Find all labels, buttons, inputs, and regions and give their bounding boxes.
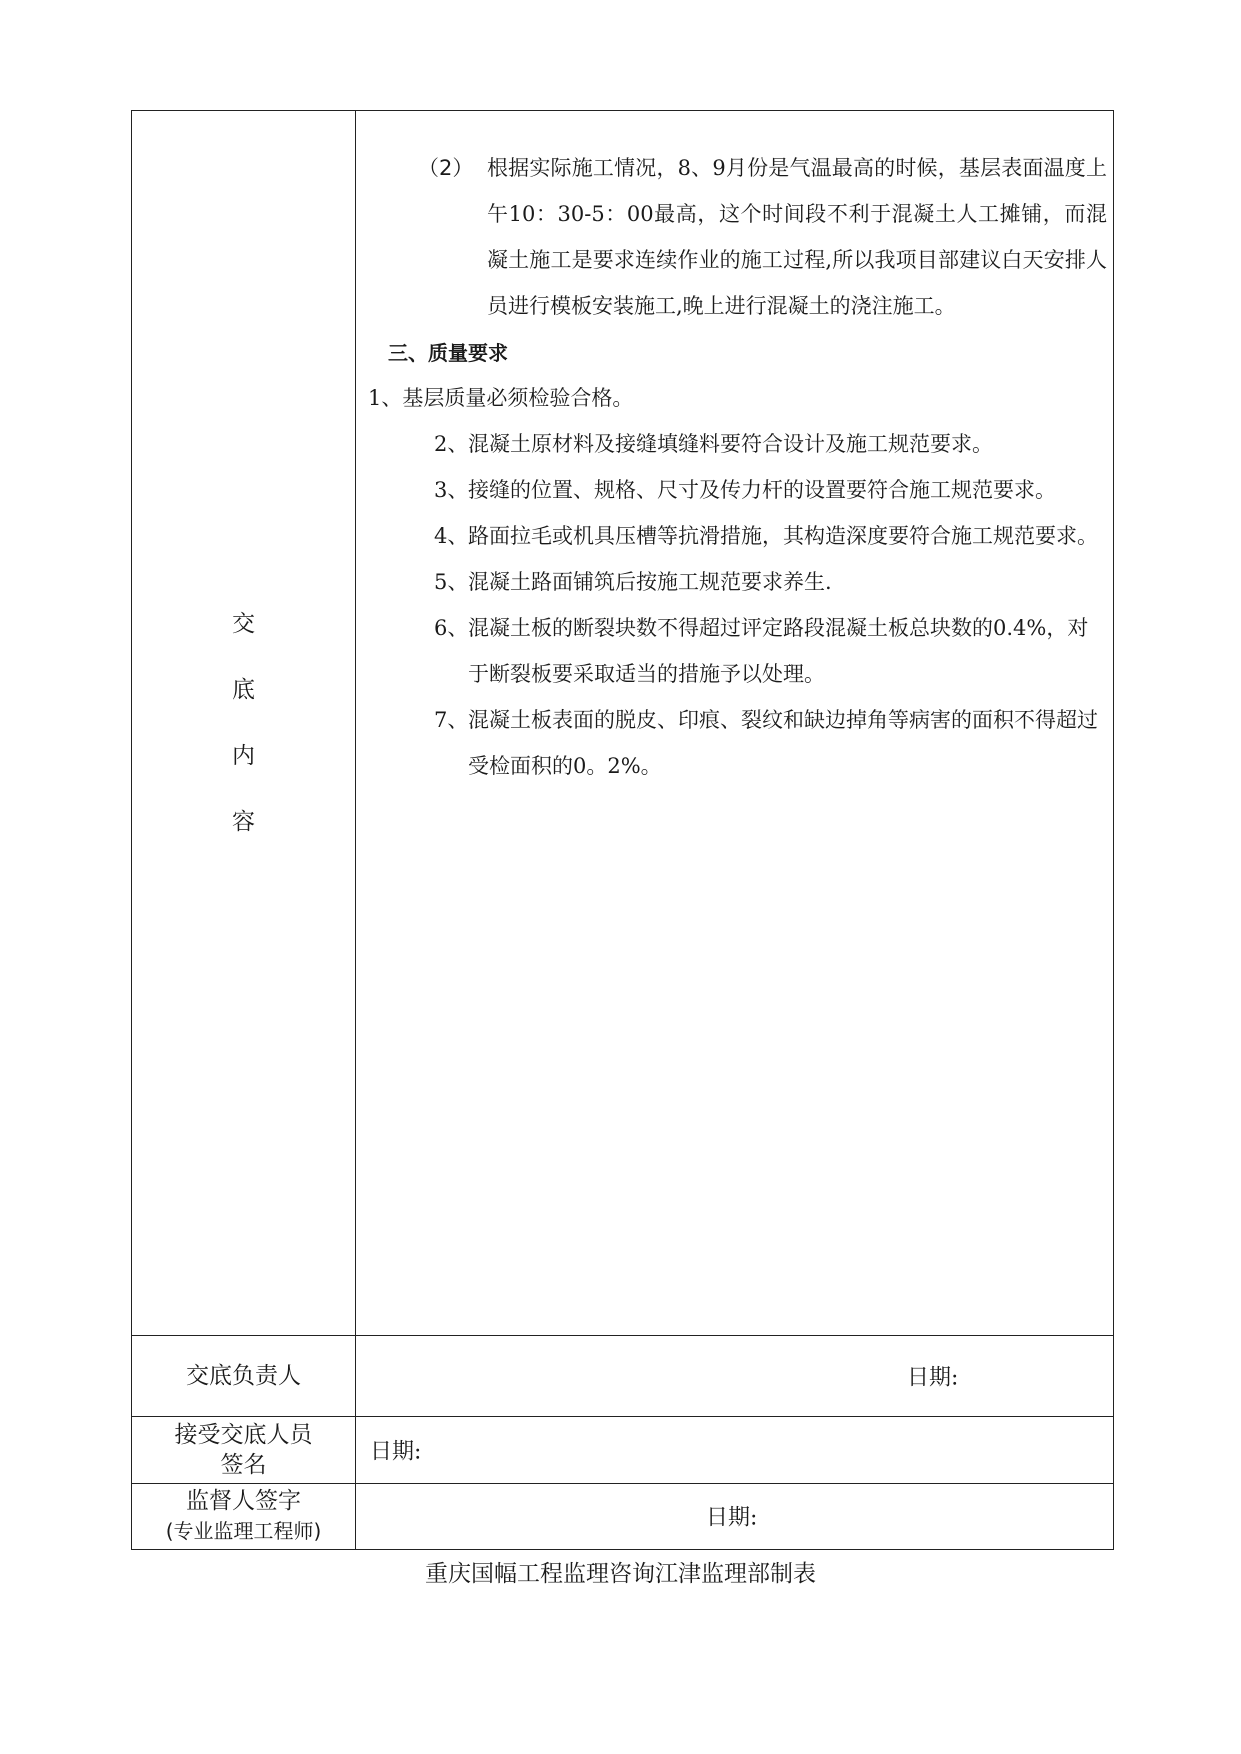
requirement-item — [434, 605, 1113, 697]
section-heading: 三、质量要求 — [388, 341, 508, 365]
requirement-item — [434, 697, 1113, 789]
footer-issuer: 重庆国幅工程监理咨询江津监理部制表 — [425, 1561, 816, 1587]
requirement-text: 混凝土路面铺筑后按施工规范要求养生. — [468, 570, 832, 594]
requirement-text: 路面拉毛或机具压槽等抗滑措施，其构造深度要符合施工规范要求。 — [468, 524, 1098, 548]
content-label-char: 内 — [232, 742, 255, 769]
supervisor-label-line: 监督人签字 — [186, 1488, 301, 1515]
disclosure-form-table — [131, 110, 1114, 1550]
supervisor-row — [132, 1483, 1114, 1549]
content-body — [356, 111, 1113, 789]
receiver-label-cell — [132, 1416, 356, 1483]
content-label-cell — [132, 111, 356, 1336]
requirement-text: 混凝土板的断裂块数不得超过评定路段混凝土板总块数的0.4%，对于断裂板要采取适当的措施予以处理。 — [468, 616, 1089, 686]
responsible-label: 交底负责人 — [132, 1335, 356, 1416]
requirement-text: 接缝的位置、规格、尺寸及传力杆的设置要符合施工规范要求。 — [468, 478, 1056, 502]
requirement-text: 混凝土板表面的脱皮、印痕、裂纹和缺边掉角等病害的面积不得超过受检面积的0。2%。 — [468, 708, 1098, 778]
note-item — [418, 145, 1113, 329]
requirement-number: 5、 — [434, 570, 469, 594]
note-text: 根据实际施工情况，8、9月份是气温最高的时候，基层表面温度上午10：30-5：00最高，这个时间段不利于混凝土人工摊铺，而混凝土施工是要求连续作业的施工过程,所以我项目部建议白天安排人员进行模板安装施工,晚上进行混凝土的浇注施工。 — [487, 156, 1107, 318]
receiver-sign-cell[interactable] — [356, 1416, 1114, 1483]
requirement-text: 混凝土原材料及接缝填缝料要符合设计及施工规范要求。 — [468, 432, 993, 456]
content-label-char: 交 — [232, 610, 255, 637]
content-row — [132, 111, 1114, 1336]
supervisor-label-cell — [132, 1483, 356, 1549]
receiver-date: 日期: — [370, 1439, 422, 1465]
requirement-item: 1、基层质量必须检验合格。 — [368, 386, 634, 410]
content-label-char: 底 — [232, 676, 255, 703]
requirement-item — [434, 467, 1113, 513]
receiver-label-line: 接受交底人员 — [174, 1421, 313, 1448]
content-cell — [356, 111, 1114, 1336]
responsible-sign-cell[interactable] — [356, 1335, 1114, 1416]
supervisor-date: 日期: — [706, 1505, 758, 1531]
receiver-row — [132, 1416, 1114, 1483]
requirement-item — [434, 421, 1113, 467]
responsible-date: 日期: — [907, 1365, 959, 1391]
requirement-number: 6、 — [434, 616, 469, 640]
responsible-row — [132, 1335, 1114, 1416]
requirement-number: 7、 — [434, 708, 469, 732]
requirement-number: 4、 — [434, 524, 469, 548]
requirement-number: 3、 — [434, 478, 469, 502]
content-label-char: 容 — [232, 808, 255, 835]
requirement-item — [434, 559, 1113, 605]
note-number: （2） — [418, 156, 474, 180]
requirement-number: 2、 — [434, 432, 469, 456]
requirement-item — [434, 513, 1113, 559]
supervisor-label-sub: (专业监理工程师) — [165, 1519, 322, 1544]
receiver-label-line: 签名 — [220, 1451, 267, 1478]
supervisor-sign-cell[interactable] — [356, 1483, 1114, 1549]
